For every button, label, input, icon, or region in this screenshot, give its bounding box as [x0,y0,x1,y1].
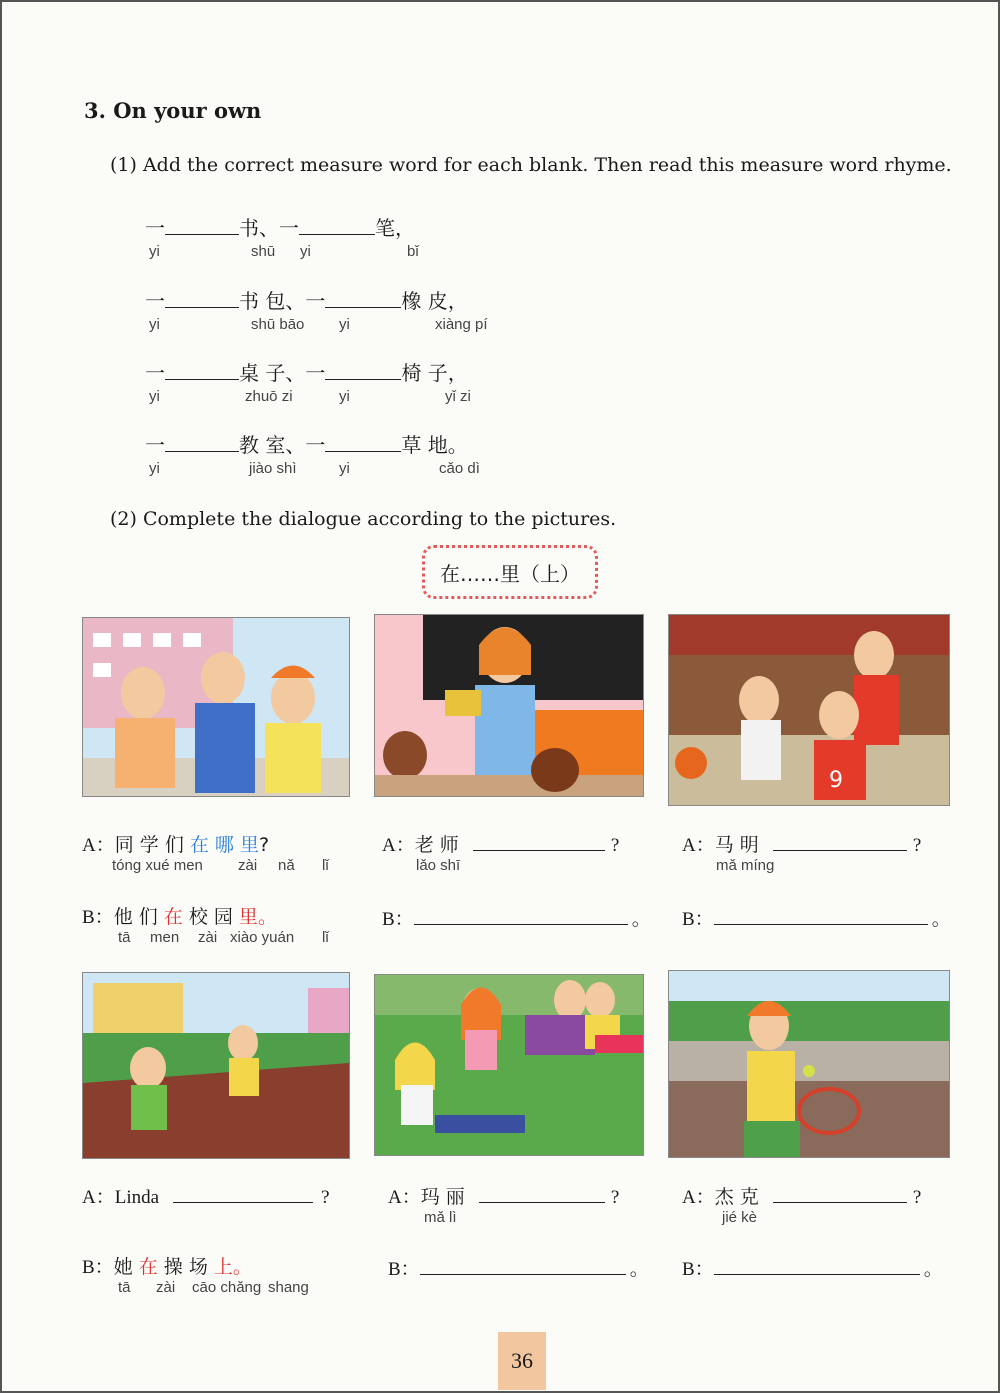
answer-blank[interactable] [714,1260,920,1275]
dialogue-text: 同 学 们 [114,834,190,856]
grammar-pattern-box: 在……里（上） [422,545,598,599]
pinyin: xiàng pí [435,316,488,333]
dialogue-3-b [682,904,951,931]
answer-blank[interactable] [420,1260,626,1275]
pinyin: mǎ míng [716,857,775,874]
dialogue-text: 马 明 [714,834,759,856]
picture-friends-on-grass [374,974,644,1156]
pinyin: yi [149,243,160,260]
pinyin: lǐ [322,857,329,874]
dialogue-6-a [682,1182,921,1229]
pinyin: yǐ zi [445,388,471,405]
dialogue-text: 。 [257,906,277,928]
pinyin: tóng xué men [112,857,203,874]
rhyme-number: 一 [145,433,165,457]
rhyme-number: 一 [145,361,165,385]
dialogue-text: ? [258,834,270,856]
dialogue-5-b [388,1254,649,1281]
dialogue-1-a [82,830,329,877]
pinyin: cāo chǎng [192,1279,262,1296]
speaker-label: B： [682,909,714,930]
dialogue-text: 。 [232,1256,252,1278]
dialogue-text: 他 们 [113,906,164,928]
pinyin: jié kè [722,1209,758,1226]
rhyme-noun: 椅 子， [401,361,468,385]
pinyin: men [150,929,180,946]
picture-students-campus [82,617,350,797]
speaker-label: A： [82,835,115,856]
punctuation: ? [610,835,620,856]
answer-blank[interactable] [473,836,605,851]
picture-tennis-court [668,970,950,1158]
punctuation: 。 [629,1258,649,1280]
speaker-label: B： [682,1259,714,1280]
pinyin: yi [339,388,350,405]
pinyin: mǎ lì [424,1209,457,1226]
dialogue-5-a [388,1182,619,1229]
rhyme-row-4 [145,429,480,480]
dialogue-highlight: 里 [238,906,258,928]
dialogue-6-b [682,1254,943,1281]
rhyme-row-3 [145,357,471,408]
pinyin: xiào yuán [230,929,295,946]
speaker-label: A： [682,835,715,856]
punctuation: ? [912,1187,922,1208]
rhyme-number: 一 [145,289,165,313]
picture-girls-running-track [82,972,350,1159]
rhyme-number: 一 [305,433,326,457]
pinyin: shū bāo [251,316,305,333]
rhyme-number: 一 [279,216,299,240]
rhyme-noun: 笔， [375,216,415,240]
pinyin: cǎo dì [439,460,480,477]
svg-text:9: 9 [829,768,843,793]
pinyin: tā [118,929,131,946]
answer-blank[interactable] [165,220,239,235]
pinyin: yi [149,388,160,405]
picture-basketball-bench [668,614,950,806]
speaker-label: B： [382,909,414,930]
rhyme-noun: 书 包、 [239,289,306,313]
speaker-label: A： [682,1187,715,1208]
pinyin: tā [118,1279,131,1296]
pinyin: zài [198,929,218,946]
picture-teacher-classroom [374,614,644,797]
speaker-label: B： [82,1257,114,1278]
answer-blank[interactable] [299,220,375,235]
pinyin: shang [268,1279,309,1296]
speaker-label: A： [382,835,415,856]
punctuation: 。 [923,1258,943,1280]
punctuation: ? [321,1187,330,1208]
dialogue-highlight: 在 [138,1256,158,1278]
instruction-part1: (1) Add the correct measure word for each blank. Then read this measure word rhyme. [110,154,952,176]
rhyme-noun: 教 室、 [239,433,306,457]
answer-blank[interactable] [325,437,401,452]
dialogue-highlight: 在 哪 里 [189,834,259,856]
dialogue-2-b [382,904,651,931]
punctuation: 。 [931,908,951,930]
dialogue-text: 她 [113,1256,139,1278]
dialogue-3-a [682,830,921,877]
dialogue-text: 校 园 [182,906,239,928]
dialogue-text: 老 师 [414,834,459,856]
answer-blank[interactable] [325,365,401,380]
answer-blank[interactable] [165,437,239,452]
pinyin: zhuō zi [245,388,293,405]
punctuation: ? [912,835,922,856]
dialogue-2-a [382,830,619,877]
answer-blank[interactable] [165,293,239,308]
pinyin: yi [149,460,160,477]
speaker-label: B： [82,907,114,928]
pinyin: yi [300,243,311,260]
dialogue-text: 操 场 [157,1256,214,1278]
rhyme-row-2 [145,285,488,336]
instruction-part2: (2) Complete the dialogue according to the pictures. [110,508,617,530]
dialogue-text: 玛 丽 [420,1186,465,1208]
answer-blank[interactable] [714,910,928,925]
answer-blank[interactable] [173,1188,313,1203]
dialogue-4-b [82,1252,309,1299]
rhyme-noun: 桌 子、 [239,361,306,385]
answer-blank[interactable] [165,365,239,380]
punctuation: ? [610,1187,620,1208]
pinyin: yi [339,460,350,477]
speaker-label: A： [388,1187,421,1208]
page-number: 36 [498,1332,546,1390]
pinyin: lǎo shī [416,857,461,874]
answer-blank[interactable] [325,293,401,308]
rhyme-number: 一 [305,289,326,313]
dialogue-highlight: 在 [163,906,183,928]
speaker-label: A： [82,1187,115,1208]
dialogue-1-b [82,902,329,949]
dialogue-text: Linda [114,1187,160,1208]
rhyme-noun: 橡 皮， [401,289,468,313]
answer-blank[interactable] [414,910,628,925]
pinyin: bǐ [407,243,419,260]
rhyme-noun: 书、 [239,216,279,240]
dialogue-text: 杰 克 [714,1186,759,1208]
answer-blank[interactable] [773,1188,907,1203]
pinyin: jiào shì [249,460,297,477]
answer-blank[interactable] [479,1188,605,1203]
section-heading: 3. On your own [84,98,262,123]
punctuation: 。 [631,908,651,930]
rhyme-number: 一 [305,361,326,385]
pinyin: zài [156,1279,176,1296]
pinyin: shū [251,243,276,260]
speaker-label: B： [388,1259,420,1280]
dialogue-highlight: 上 [213,1256,233,1278]
pinyin: lǐ [322,929,329,946]
rhyme-row-1 [145,212,419,263]
pinyin: yi [339,316,350,333]
dialogue-4-a [82,1182,330,1209]
answer-blank[interactable] [773,836,907,851]
rhyme-noun: 草 地。 [401,433,468,457]
pinyin: yi [149,316,160,333]
pinyin: zài [238,857,258,874]
rhyme-number: 一 [145,216,165,240]
pinyin: nǎ [278,857,295,874]
